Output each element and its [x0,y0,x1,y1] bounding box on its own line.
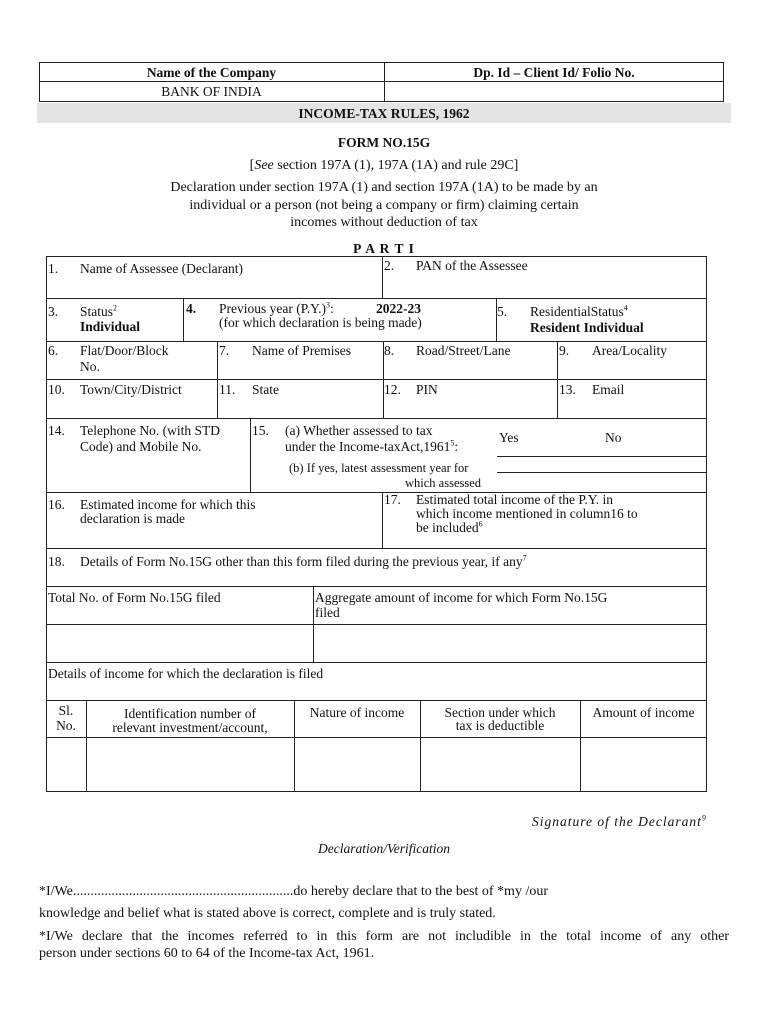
field-4-number: 4. [186,301,197,316]
field-15b-label-2: which assessed [405,476,482,490]
field-12-label: PIN [416,382,438,397]
field-13-label: Email [592,382,625,397]
form15g-amount-header-2: filed [315,605,340,620]
field-1-label: Name of Assessee (Declarant) [80,261,244,276]
income-ident-header-2: relevant investment/account, [112,720,268,735]
field-15-number: 15. [252,423,269,438]
company-table-row-divider [39,81,724,82]
verification-title: Declaration/Verification [318,841,450,856]
row-line-4 [46,418,707,419]
field-11-number: 11. [219,382,236,397]
declaration-line-3: incomes without deduction of tax [290,215,478,230]
form-title: FORM NO.15G [337,135,431,150]
declarant-name-blank[interactable]: ............................................................... [72,884,294,899]
field-6-number: 6. [48,343,59,358]
field-4-value: 2022-23 [376,301,421,316]
field-3-number: 3. [48,304,59,319]
field-10-number: 10. [48,382,65,397]
field-6-label-2: No. [80,359,100,374]
col-line-r3a [217,341,218,418]
field-15-label-2: under the Income-taxAct,1961$^5$: [285,438,459,454]
section-reference: [See section 197A (1), 197A (1A) and rule 29C] [249,158,519,173]
field-5-number: 5. [497,304,508,319]
rules-title: INCOME-TAX RULES, 1962 [298,106,470,121]
declaration-line-1: Declaration under section 197A (1) and section 197A (1A) to be made by an [170,180,598,195]
field-4-label: Previous year $(P.Y.)^3$: [219,300,334,316]
row-line-7 [46,586,707,587]
row-line-8 [46,624,707,625]
company-id-header: Dp. Id – Client Id/ Folio No. [473,65,635,80]
income-section-header-2: tax is deductible [455,718,545,733]
company-name-value: BANK OF INDIA [161,84,262,99]
field-10-label: Town/City/District [80,382,182,397]
income-nature-header: Nature of income [309,705,405,720]
col-line-r1 [382,256,383,298]
field-9-number: 9. [559,343,570,358]
col-line-r5 [250,418,251,492]
field-15-no-option[interactable]: No [605,430,622,445]
income-ident-header-1: Identification number of [124,706,256,721]
field-3-label: Status$^2$ [80,303,118,319]
field-15-yes-option[interactable]: Yes [499,430,519,445]
field-7-number: 7. [219,343,230,358]
field-5-value: Resident Individual [530,320,644,335]
row-line-1 [46,298,707,299]
row-line-9 [46,662,707,663]
field-12-number: 12. [384,382,401,397]
income-details-label: Details of income for which the declaration is filed [48,666,324,681]
field-7-label: Name of Premises [252,343,351,358]
field-6-label-1: Flat/Door/Block [80,343,169,358]
verification-line-3: *I/We declare that the incomes referred to in this form are not includible in the total income of any other [39,929,729,944]
field-13-number: 13. [559,382,576,397]
row-line-2 [46,341,707,342]
income-sl-header-1: Sl. [58,703,74,718]
field-16-number: 16. [48,497,65,512]
row-line-10 [46,700,707,701]
col-line-r2a [183,298,184,341]
form15g-count-header: Total No. of Form No.15G filed [48,590,221,605]
declarant-signature: Signature of the Declarant$^9$ [532,813,707,829]
field-3-value: Individual [80,319,141,334]
field-17-number: 17. [384,492,401,507]
row-line-11 [46,737,707,738]
verification-line-1: *I/We...............................................................do hereby declare that to the best of *my /our [39,884,548,899]
field-5-label: ResidentialStatus$^4$ [530,303,628,319]
field-15b-label-1: (b) If yes, latest assessment year for [289,461,469,475]
row-line-3 [46,379,707,380]
part-label: P A R T I [353,241,415,256]
field-8-number: 8. [384,343,395,358]
company-name-header: Name of the Company [146,65,277,80]
field-14-number: 14. [48,423,65,438]
income-sl-header-2: No. [56,718,76,733]
field-14-label-2: Code) and Mobile No. [80,439,202,454]
field-9-label: Area/Locality [592,343,667,358]
field-11-label: State [252,382,279,397]
col-line-r8 [313,586,314,662]
income-section-header-1: Section under which [444,705,556,720]
field-17-label-3: be included$^6$ [416,519,483,535]
form15g-amount-header-1: Aggregate amount of income for which Form No.15G [315,590,608,605]
field-15-label-1: (a) Whether assessed to tax [285,423,433,438]
income-amount-header: Amount of income [592,705,695,720]
field-17-label-2: which income mentioned in column16 to [416,506,638,521]
field-16-label-2: declaration is made [80,511,185,526]
field-17-label-1: Estimated total income of the P.Y. in [416,492,613,507]
field-4-subtext: (for which declaration is being made) [219,315,422,330]
row-line-6 [46,548,707,549]
field-14-label-1: Telephone No. (with STD [80,423,221,438]
field-8-label: Road/Street/Lane [416,343,511,358]
col-line-r6 [382,492,383,548]
field-2-number: 2. [384,258,395,273]
field-2-label: PAN of the Assessee [416,258,528,273]
field-15b-answer-line [497,472,707,473]
field-18-label: Details of Form No.15G other than this form filed during the previous year, if any$^7$ [80,553,527,569]
field-15-answer-line [497,456,707,457]
field-1-number: 1. [48,261,59,276]
verification-line-2: knowledge and belief what is stated above is correct, complete and is truly stated. [39,906,496,921]
field-18-number: 18. [48,554,65,569]
col-line-r3c [557,341,558,418]
field-16-label-1: Estimated income for which this [80,497,256,512]
declaration-line-2: individual or a person (not being a company or firm) claiming certain [189,198,579,213]
verification-line-4: person under sections 60 to 64 of the Income-tax Act, 1961. [39,946,375,961]
